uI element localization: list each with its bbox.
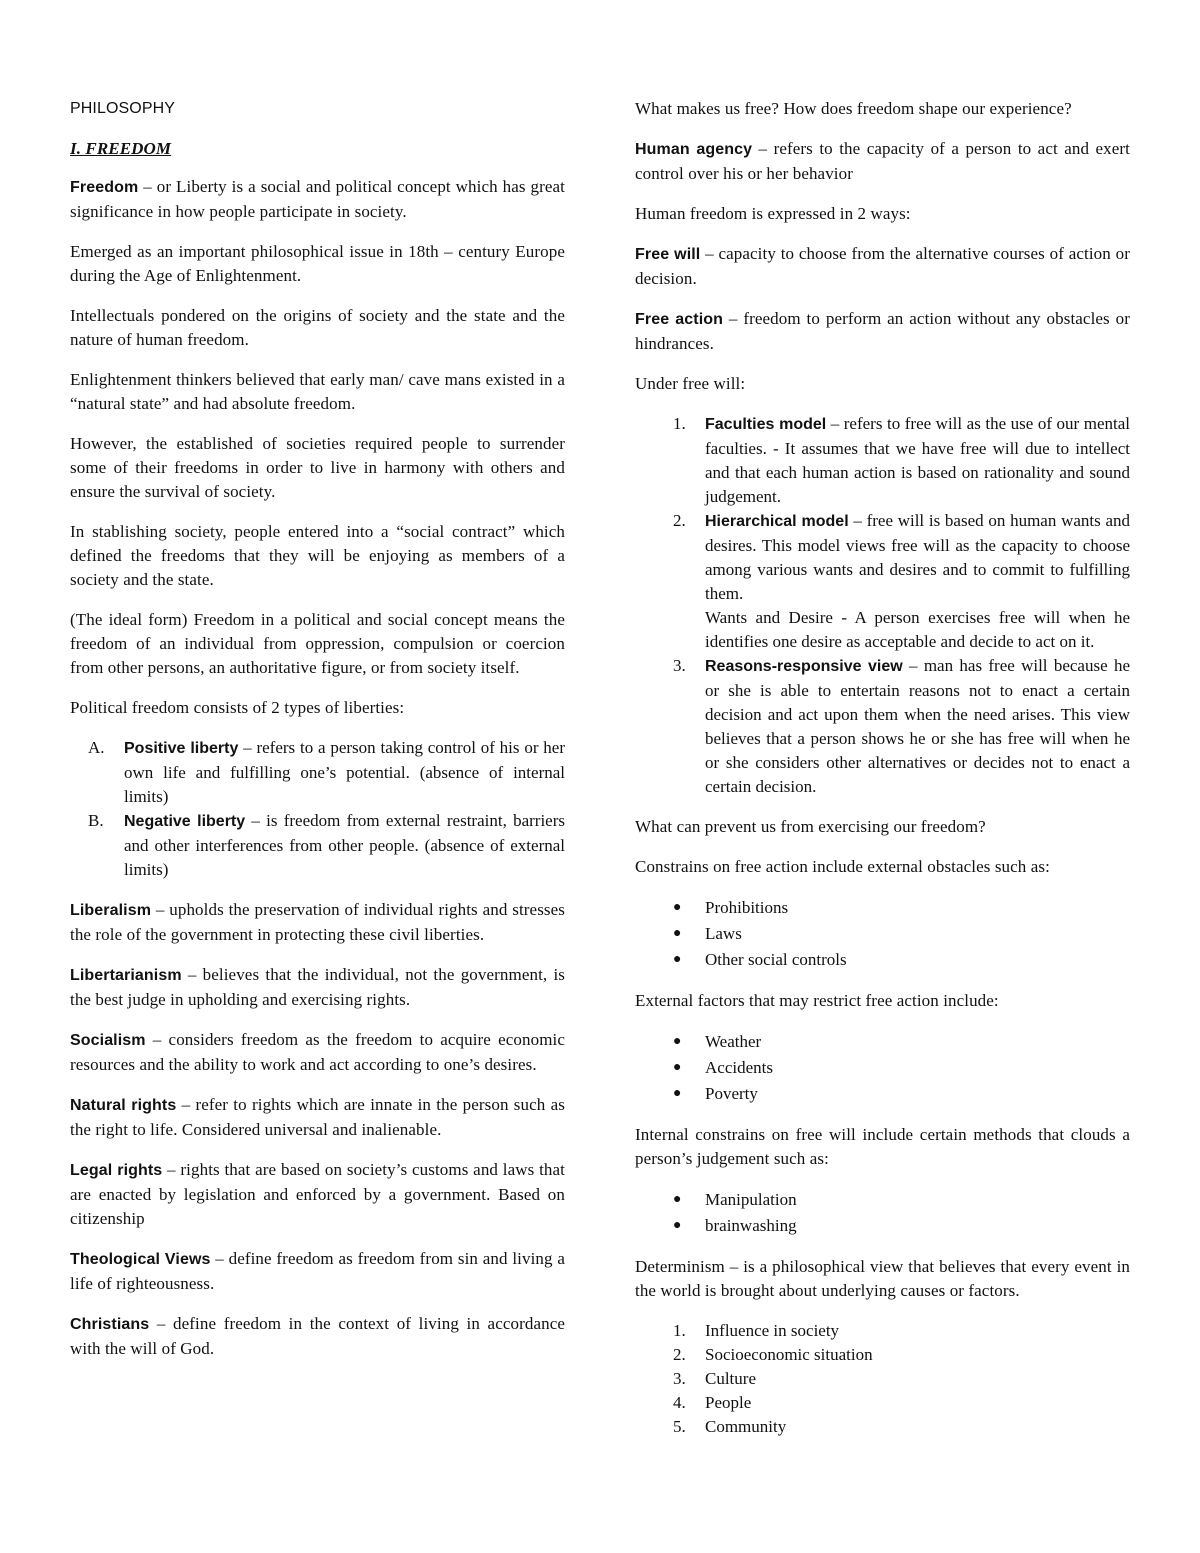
- list-item: 2. Hierarchical model – free will is based on human wants and desires. This model views free will as the capacity to choose among various wants and desires and to commit to fulfilling them. Wants and Desire - A person exercises free will when he identifies one desire as acceptable and decide to act on it.: [635, 509, 1130, 654]
- paragraph-determinism: Determinism – is a philosophical view that believes that every event in the world is brought about underlying causes or factors.: [635, 1257, 1130, 1300]
- paragraph-libertarianism: Libertarianism – believes that the individual, not the government, is the best judge in upholding and exercising rights.: [70, 965, 565, 1009]
- obstacles-list: [635, 895, 1130, 973]
- question-what-can-prevent: What can prevent us from exercising our freedom?: [635, 817, 986, 836]
- factors-list: [635, 1029, 1130, 1107]
- paragraph-freedom: Freedom – or Liberty is a social and political concept which has great significance in how people participate in society.: [70, 177, 565, 221]
- paragraph-internal-constrains: Internal constrains on free will include certain methods that clouds a person’s judgement such as:: [635, 1125, 1130, 1168]
- causes-list: [635, 1319, 1130, 1439]
- paragraph-enlightenment: Enlightenment thinkers believed that early man/ cave mans existed in a “natural state” and had absolute freedom.: [70, 370, 565, 413]
- list-item: 1. Faculties model – refers to free will as the use of our mental faculties. - It assumes that we have free will due to intellect and that each human action is based on rationality and sound judgement.: [673, 414, 1130, 506]
- bullet-icon: ●: [673, 1192, 682, 1207]
- bullet-icon: ●: [673, 1086, 682, 1101]
- paragraph-social-contract: In stablishing society, people entered into a “social contract” which defined the freedoms that they will be enjoying as members of a society and the state.: [70, 522, 565, 589]
- list-item: ● Poverty: [635, 1081, 1130, 1107]
- list-item: ● Accidents: [635, 1055, 1130, 1081]
- wants-and-desire-note: Wants and Desire - A person exercises free will when he identifies one desire as acceptable and decide to act on it.: [705, 608, 1130, 651]
- list-item: 4. People: [673, 1393, 752, 1412]
- paragraph-constrains: Constrains on free action include external obstacles such as:: [635, 857, 1050, 876]
- list-item: 5. Community: [673, 1417, 787, 1436]
- free-will-models-list: [635, 412, 1130, 799]
- section-heading: I. FREEDOM: [70, 139, 172, 158]
- paragraph-theological-views: Theological Views – define freedom as freedom from sin and living a life of righteousness.: [70, 1249, 565, 1293]
- list-item: 2. Socioeconomic situation: [673, 1345, 873, 1364]
- question-what-makes-us-free: What makes us free? How does freedom shape our experience?: [635, 99, 1072, 118]
- paragraph-free-action: Free action – freedom to perform an action without any obstacles or hindrances.: [635, 309, 1130, 353]
- liberties-list: [70, 736, 565, 882]
- list-item: ● Other social controls: [635, 947, 1130, 973]
- list-item: 3. Culture: [673, 1369, 756, 1388]
- paragraph-intellectuals: Intellectuals pondered on the origins of society and the state and the nature of human freedom.: [70, 306, 565, 349]
- paragraph-emerged: Emerged as an important philosophical issue in 18th – century Europe during the Age of Enlightenment.: [70, 242, 565, 285]
- paragraph-free-will: Free will – capacity to choose from the alternative courses of action or decision.: [635, 244, 1130, 288]
- paragraph-external-factors: External factors that may restrict free action include:: [635, 991, 999, 1010]
- methods-list: [635, 1187, 1130, 1239]
- list-item: 1. Influence in society: [673, 1321, 840, 1340]
- bullet-icon: ●: [673, 1060, 682, 1075]
- paragraph-human-agency: Human agency – refers to the capacity of a person to act and exert control over his or her behavior: [635, 139, 1131, 183]
- list-item: B. Negative liberty – is freedom from external restraint, barriers and other interferences from other people. (absence of external limits): [88, 811, 565, 879]
- bullet-icon: ●: [673, 926, 682, 941]
- list-item: A. Positive liberty – refers to a person taking control of his or her own life and fulfilling one’s potential. (absence of internal limits): [88, 738, 565, 806]
- list-item: ● Prohibitions: [635, 895, 1130, 921]
- paragraph-legal-rights: Legal rights – rights that are based on society’s customs and laws that are enacted by legislation and enforced by a government. Based on citizenship: [70, 1160, 565, 1228]
- list-item: ● Manipulation: [635, 1187, 1130, 1213]
- list-item: 3. Reasons-responsive view – man has free will because he or she is able to entertain reasons not to enact a certain decision and act upon them when the need arises. This view believes that a person shows he or she has free will when he or she considers other alternatives or decides not to enact a certain decision.: [673, 656, 1130, 796]
- list-item: ● Laws: [635, 921, 1130, 947]
- paragraph-expressed: Human freedom is expressed in 2 ways:: [635, 204, 911, 223]
- paragraph-christians: Christians – define freedom in the context of living in accordance with the will of God.: [70, 1314, 565, 1358]
- document-title: PHILOSOPHY: [70, 100, 176, 117]
- list-item: ● Weather: [635, 1029, 1130, 1055]
- paragraph-under-free-will: Under free will:: [635, 374, 746, 393]
- paragraph-socialism: Socialism – considers freedom as the freedom to acquire economic resources and the ability to work and act according to one’s desires.: [70, 1030, 565, 1074]
- term-freedom: Freedom: [70, 179, 139, 196]
- paragraph-natural-rights: Natural rights – refer to rights which are innate in the person such as the right to life. Considered universal and inalienable.: [70, 1095, 565, 1139]
- bullet-icon: ●: [673, 952, 682, 967]
- paragraph-political-freedom: Political freedom consists of 2 types of liberties:: [70, 698, 405, 717]
- left-column: [70, 97, 565, 1377]
- bullet-icon: ●: [673, 900, 682, 915]
- paragraph-however: However, the established of societies required people to surrender some of their freedoms in order to live in harmony with others and ensure the survival of society.: [70, 434, 565, 501]
- right-column: [635, 97, 1130, 1455]
- paragraph-liberalism: Liberalism – upholds the preservation of individual rights and stresses the role of the government in protecting these civil liberties.: [70, 900, 565, 944]
- list-item: ● brainwashing: [635, 1213, 1130, 1239]
- bullet-icon: ●: [673, 1034, 682, 1049]
- bullet-icon: ●: [673, 1218, 682, 1233]
- paragraph-ideal-form: (The ideal form) Freedom in a political and social concept means the freedom of an individual from oppression, compulsion or coercion from other persons, an authoritative figure, or from society itself.: [70, 610, 565, 677]
